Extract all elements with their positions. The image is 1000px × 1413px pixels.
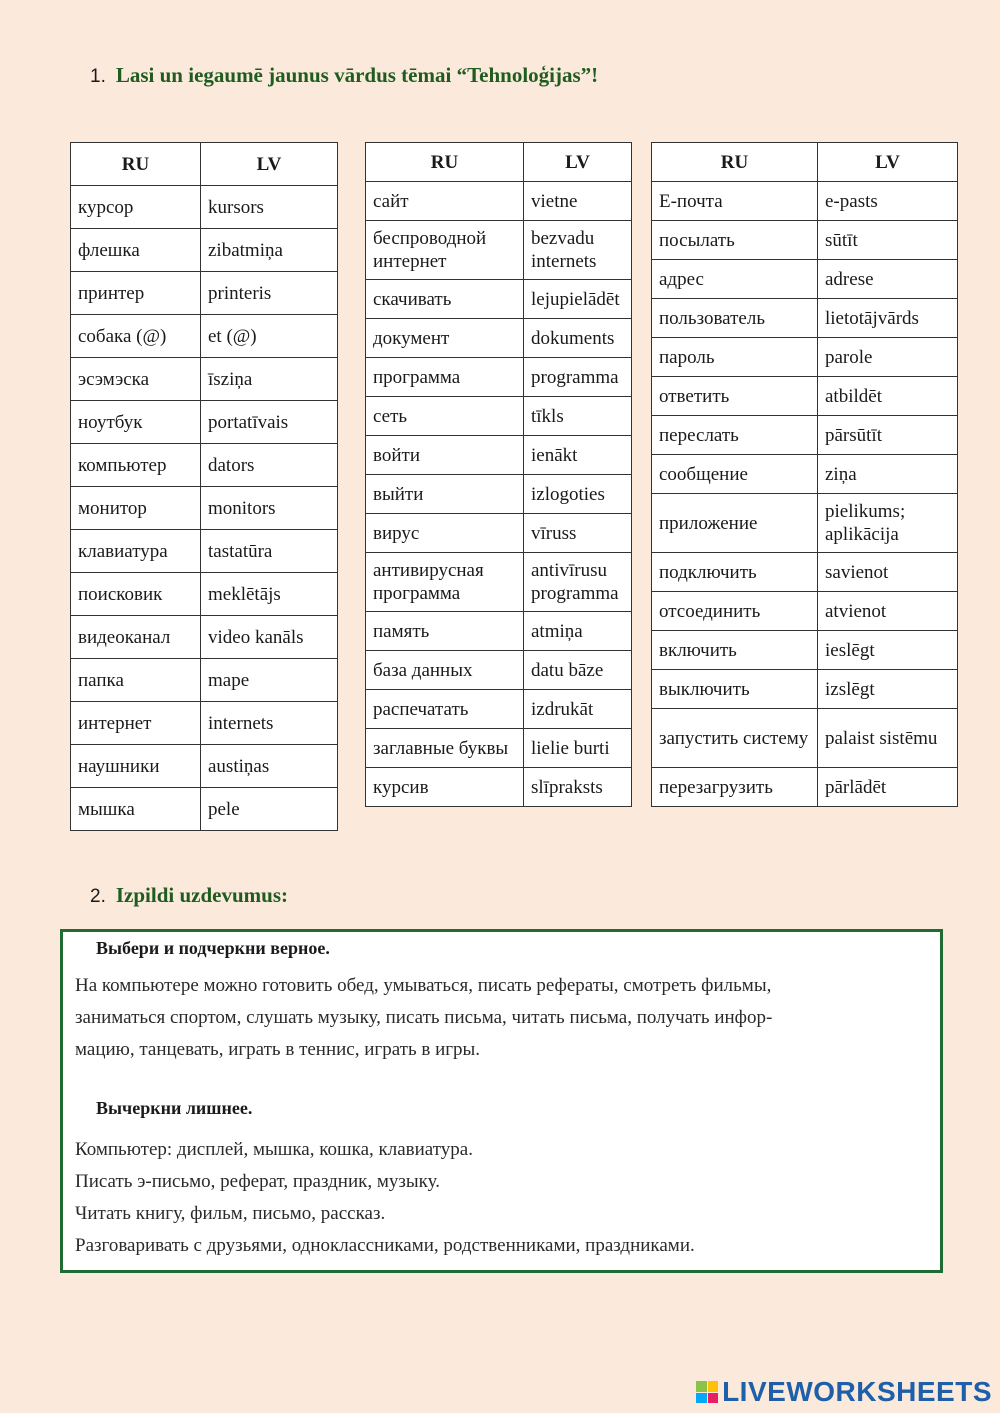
section-2-number: 2. [90,886,106,907]
cell-ru: выключить [652,670,818,709]
table-row [71,229,338,272]
table-row [652,260,958,299]
table-row [71,487,338,530]
table-row [71,745,338,788]
cell-ru: интернет [71,702,201,745]
cell-lv: printeris [201,272,338,315]
cell-ru: распечатать [366,690,524,729]
cell-lv: adrese [818,260,958,299]
table-row [366,768,632,807]
cell-ru: программа [366,358,524,397]
task-2-line[interactable]: Читать книгу, фильм, письмо, рассказ. [75,1203,386,1224]
cell-lv: tīkls [524,397,632,436]
section-1-number: 1. [90,66,106,87]
cell-lv: savienot [818,553,958,592]
cell-ru: запустить систему [652,709,818,768]
cell-lv: e-pasts [818,182,958,221]
table-row [366,182,632,221]
cell-ru: документ [366,319,524,358]
cell-ru: пользователь [652,299,818,338]
cell-lv: pārsūtīt [818,416,958,455]
cell-ru: курсор [71,186,201,229]
task-2-text [75,1134,922,1262]
cell-lv: et (@) [201,315,338,358]
table-row [71,616,338,659]
cell-ru: вирус [366,514,524,553]
cell-ru: пароль [652,338,818,377]
cell-ru: наушники [71,745,201,788]
cell-ru: база данных [366,651,524,690]
table-row [652,631,958,670]
table-row [652,494,958,553]
cell-ru: ноутбук [71,401,201,444]
logo-text: LIVEWORKSHEETS [722,1376,992,1407]
table-row [71,358,338,401]
cell-lv: sūtīt [818,221,958,260]
table-row [652,338,958,377]
table-row [652,455,958,494]
table-row [652,182,958,221]
cell-lv: monitors [201,487,338,530]
cell-lv: internets [201,702,338,745]
cell-lv: lejupielādēt [524,280,632,319]
table-row [366,280,632,319]
table-row [652,553,958,592]
cell-ru: сеть [366,397,524,436]
cell-lv: atvienot [818,592,958,631]
cell-ru: сайт [366,182,524,221]
table-row [652,299,958,338]
cell-ru: собака (@) [71,315,201,358]
table-row [366,612,632,651]
cell-lv: programma [524,358,632,397]
cell-lv: tastatūra [201,530,338,573]
cell-lv: izdrukāt [524,690,632,729]
header-ru: RU [366,143,524,182]
cell-ru: подключить [652,553,818,592]
cell-lv: ziņa [818,455,958,494]
cell-ru: компьютер [71,444,201,487]
cell-lv: dokuments [524,319,632,358]
table-row [652,221,958,260]
section-1-title: Lasi un iegaumē jaunus vārdus tēmai “Tehnoloģijas”! [115,63,599,87]
cell-ru: беспроводной интернет [366,221,524,280]
cell-lv: ienākt [524,436,632,475]
cell-lv: īsziņa [201,358,338,401]
cell-lv: lielie burti [524,729,632,768]
table-row [366,436,632,475]
task-2-line[interactable]: Компьютер: дисплей, мышка, кошка, клавиатура. [75,1139,473,1160]
header-ru: RU [652,143,818,182]
cell-lv: izlogoties [524,475,632,514]
table-row [71,788,338,831]
cell-lv: ieslēgt [818,631,958,670]
liveworksheets-logo[interactable] [696,1376,992,1408]
cell-lv: atmiņa [524,612,632,651]
table-row [366,221,632,280]
vocab-table-2 [365,142,632,807]
cell-lv: vīruss [524,514,632,553]
cell-lv: izslēgt [818,670,958,709]
cell-lv: pārlādēt [818,768,958,807]
table-row [366,358,632,397]
table-row [652,592,958,631]
section-2-heading [90,883,288,908]
cell-ru: войти [366,436,524,475]
cell-ru: переслать [652,416,818,455]
cell-ru: папка [71,659,201,702]
vocab-table-1 [70,142,338,831]
task-1-title: Выбери и подчеркни верное. [96,938,330,958]
table-row [71,315,338,358]
task-1-text [75,970,922,1066]
table-row [366,475,632,514]
cell-ru: принтер [71,272,201,315]
task-box [60,929,943,1273]
table-row [366,514,632,553]
cell-lv: mape [201,659,338,702]
header-lv: LV [201,143,338,186]
cell-ru: перезагрузить [652,768,818,807]
cell-ru: адрес [652,260,818,299]
cell-ru: мышка [71,788,201,831]
cell-lv: slīpraksts [524,768,632,807]
table-row [71,272,338,315]
cell-ru: память [366,612,524,651]
cell-ru: скачивать [366,280,524,319]
table-row [71,444,338,487]
vocab-table-3 [651,142,958,807]
table-row [71,530,338,573]
cell-lv: palaist sistēmu [818,709,958,768]
header-lv: LV [818,143,958,182]
cell-ru: приложение [652,494,818,553]
cell-lv: bezvadu internets [524,221,632,280]
cell-lv: dators [201,444,338,487]
table-row [652,709,958,768]
cell-lv: parole [818,338,958,377]
task-2-line[interactable]: Писать э-письмо, реферат, праздник, музыку. [75,1171,440,1192]
header-ru: RU [71,143,201,186]
cell-ru: посылать [652,221,818,260]
task-1-line[interactable]: мацию, танцевать, играть в теннис, играть в игры. [75,1039,481,1060]
cell-ru: выйти [366,475,524,514]
cell-lv: kursors [201,186,338,229]
cell-lv: atbildēt [818,377,958,416]
cell-ru: поисковик [71,573,201,616]
cell-lv: vietne [524,182,632,221]
cell-ru: ответить [652,377,818,416]
table-row [71,702,338,745]
cell-ru: Е-почта [652,182,818,221]
cell-lv: pele [201,788,338,831]
cell-ru: видеоканал [71,616,201,659]
table-row [366,397,632,436]
cell-ru: монитор [71,487,201,530]
cell-ru: эсэмэска [71,358,201,401]
cell-lv: datu bāze [524,651,632,690]
cell-lv: lietotājvārds [818,299,958,338]
cell-ru: клавиатура [71,530,201,573]
task-1-line[interactable]: заниматься спортом, слушать музыку, писать письма, читать письма, получать инфор- [75,1007,773,1028]
header-lv: LV [524,143,632,182]
cell-ru: отсоединить [652,592,818,631]
task-1-line[interactable]: На компьютере можно готовить обед, умываться, писать рефераты, смотреть фильмы, [75,975,772,996]
table-row [366,651,632,690]
table-row [652,670,958,709]
task-2-line[interactable]: Разговаривать с друзьями, одноклассниками, родственниками, праздниками. [75,1235,695,1256]
cell-ru: сообщение [652,455,818,494]
cell-lv: video kanāls [201,616,338,659]
cell-lv: meklētājs [201,573,338,616]
logo-mark-icon [696,1381,718,1403]
section-1-heading [90,63,598,88]
cell-ru: флешка [71,229,201,272]
cell-ru: курсив [366,768,524,807]
cell-lv: portatīvais [201,401,338,444]
table-row [366,729,632,768]
table-row [71,401,338,444]
section-2-title: Izpildi uzdevumus: [115,883,288,907]
table-row [652,768,958,807]
table-row [652,377,958,416]
task-2-title: Вычеркни лишнее. [96,1098,253,1118]
table-row [71,186,338,229]
cell-lv: austiņas [201,745,338,788]
cell-ru: антивирусная программа [366,553,524,612]
table-row [366,319,632,358]
cell-ru: заглавные буквы [366,729,524,768]
table-row [71,659,338,702]
cell-ru: включить [652,631,818,670]
cell-lv: zibatmiņa [201,229,338,272]
table-row [366,690,632,729]
table-row [366,553,632,612]
table-row [71,573,338,616]
table-row [652,416,958,455]
cell-lv: antivīrusu programma [524,553,632,612]
cell-lv: pielikums; aplikācija [818,494,958,553]
